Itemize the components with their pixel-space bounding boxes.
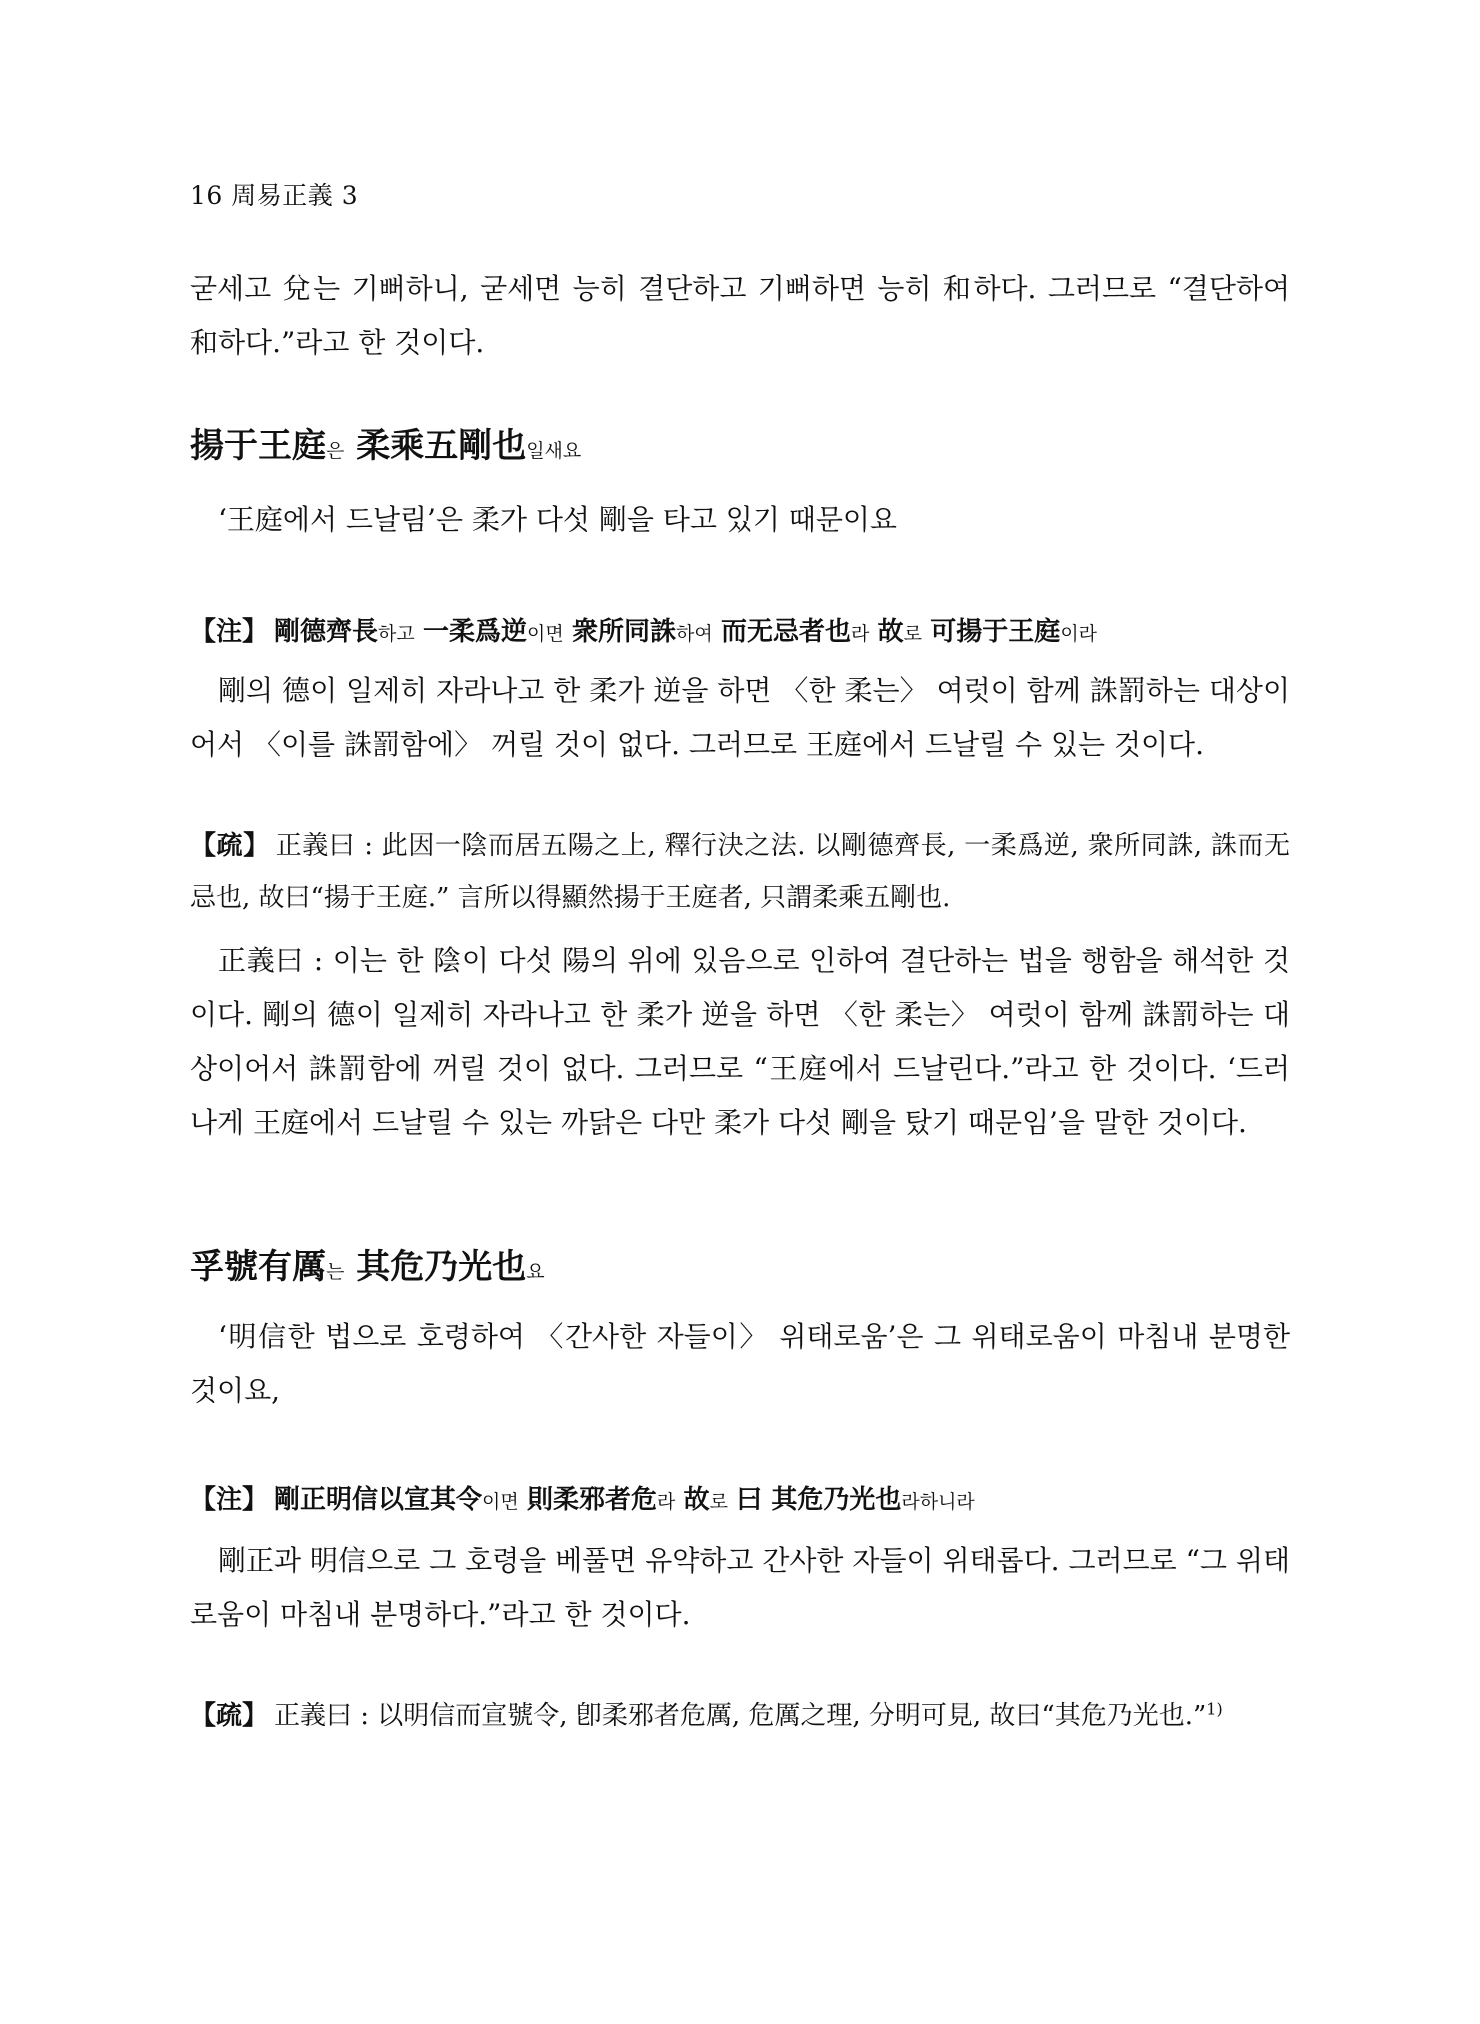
commentary-text: 可揚于王庭: [930, 617, 1061, 647]
translation-text: ‘明信한 법으로 호령하여 〈간사한 자들이〉 위태로움’은 그 위태로움이 마침내 분명한 것이요,: [190, 1320, 1290, 1407]
section-2-commentary-translation: [190, 1534, 1290, 1642]
heading-particle: 일새요: [526, 440, 582, 462]
commentary-particle: 이면: [482, 1491, 519, 1513]
commentary-particle: 하여: [676, 623, 713, 645]
commentary-particle: 이면: [527, 623, 564, 645]
translation-text: 剛의 德이 일제히 자라나고 한 柔가 逆을 하면 〈한 柔는〉 여럿이 함께 誅罰하는 대상이어서 〈이를 誅罰함에〉 꺼릴 것이 없다. 그러므로 王庭에서 드날릴 수 있는 것이다.: [190, 674, 1290, 761]
commentary-particle: 라: [657, 1491, 676, 1513]
heading-part: 柔乘五剛也: [356, 426, 527, 466]
commentary-text: 曰 其危乃光也: [736, 1485, 902, 1515]
commentary-particle: 라하니라: [901, 1491, 975, 1513]
commentary-particle: 로: [903, 623, 923, 645]
commentary-text: 衆所同誅: [572, 617, 677, 647]
commentary-line: [190, 606, 1290, 660]
section-1-commentary: [190, 606, 1290, 660]
subcommentary-text: [190, 1690, 1290, 1742]
section-1-translation: [190, 493, 1290, 547]
translation-text: ‘王庭에서 드날림’은 柔가 다섯 剛을 타고 있기 때문이요: [218, 503, 897, 536]
footnote-marker[interactable]: 1): [1206, 1699, 1223, 1719]
classic-text-heading: [190, 424, 1290, 473]
subcommentary-tag: 【疏】: [190, 831, 270, 861]
heading-particle: 은: [326, 440, 345, 462]
commentary-text: 一柔爲逆: [423, 617, 528, 647]
commentary-particle: 이라: [1060, 623, 1098, 645]
subcommentary-text: [190, 820, 1290, 924]
commentary-particle: 로: [709, 1491, 729, 1513]
commentary-text: 剛德齊長: [274, 617, 379, 647]
commentary-tag: 【注】: [190, 1485, 269, 1515]
translation-text: 正義曰 : 이는 한 陰이 다섯 陽의 위에 있음으로 인하여 결단하는 법을 행함을 해석한 것이다. 剛의 德이 일제히 자라나고 한 柔가 逆을 하면 〈한 柔는〉 여럿이 함께 誅罰하는 대상이어서 誅罰함에 꺼릴 것이 없다. 그러므로 “王庭에서 드날린다.”라고 한 것이다. ‘드러나게 王庭에서 드날릴 수 있는 까닭은 다만 柔가 다섯 剛을 탔기 때문임’을 말한 것이다.: [190, 944, 1290, 1139]
section-2-commentary: [190, 1474, 1290, 1528]
commentary-line: [190, 1474, 1290, 1528]
section-2-heading: [190, 1245, 1290, 1294]
classic-text-heading: [190, 1245, 1290, 1294]
section-1-subcommentary: [190, 820, 1290, 924]
paragraph-intro: [190, 262, 1290, 370]
paragraph-text: 굳세고 兌는 기뻐하니, 굳세면 능히 결단하고 기뻐하면 능히 和하다. 그러므로 “결단하여 和하다.”라고 한 것이다.: [190, 272, 1290, 359]
section-2-subcommentary: [190, 1690, 1290, 1742]
commentary-text: 故: [877, 617, 904, 647]
commentary-tag: 【注】: [190, 617, 269, 647]
commentary-particle: 라: [851, 623, 870, 645]
commentary-text: 剛正明信以宣其令: [274, 1485, 483, 1515]
section-1-subcommentary-translation: [190, 934, 1290, 1150]
running-header: 16 周易正義 3: [190, 181, 359, 210]
commentary-text: 而无忌者也: [721, 617, 852, 647]
heading-part: 孚號有厲: [190, 1247, 326, 1287]
subcommentary-tag: 【疏】: [190, 1701, 269, 1731]
subcommentary-body: 正義曰 : 以明信而宣號令, 卽柔邪者危厲, 危厲之理, 分明可見, 故曰“其危乃光也.”: [274, 1701, 1207, 1731]
commentary-text: 則柔邪者危: [527, 1485, 658, 1515]
subcommentary-body: 正義曰 : 此因一陰而居五陽之上, 釋行決之法. 以剛德齊長, 一柔爲逆, 衆所同誅, 誅而无忌也, 故曰“揚于王庭.” 言所以得顯然揚于王庭者, 只謂柔乘五剛也.: [190, 831, 1290, 913]
commentary-particle: 하고: [378, 623, 415, 645]
section-2-translation: [190, 1310, 1290, 1418]
section-1-commentary-translation: [190, 664, 1290, 772]
heading-particle: 는: [326, 1261, 345, 1283]
heading-part: 揚于王庭: [190, 426, 326, 466]
heading-part: 其危乃光也: [356, 1247, 527, 1287]
section-1-heading: [190, 424, 1290, 473]
heading-particle: 요: [526, 1261, 545, 1283]
translation-text: 剛正과 明信으로 그 호령을 베풀면 유약하고 간사한 자들이 위태롭다. 그러므로 “그 위태로움이 마침내 분명하다.”라고 한 것이다.: [190, 1544, 1290, 1631]
commentary-text: 故: [683, 1485, 710, 1515]
